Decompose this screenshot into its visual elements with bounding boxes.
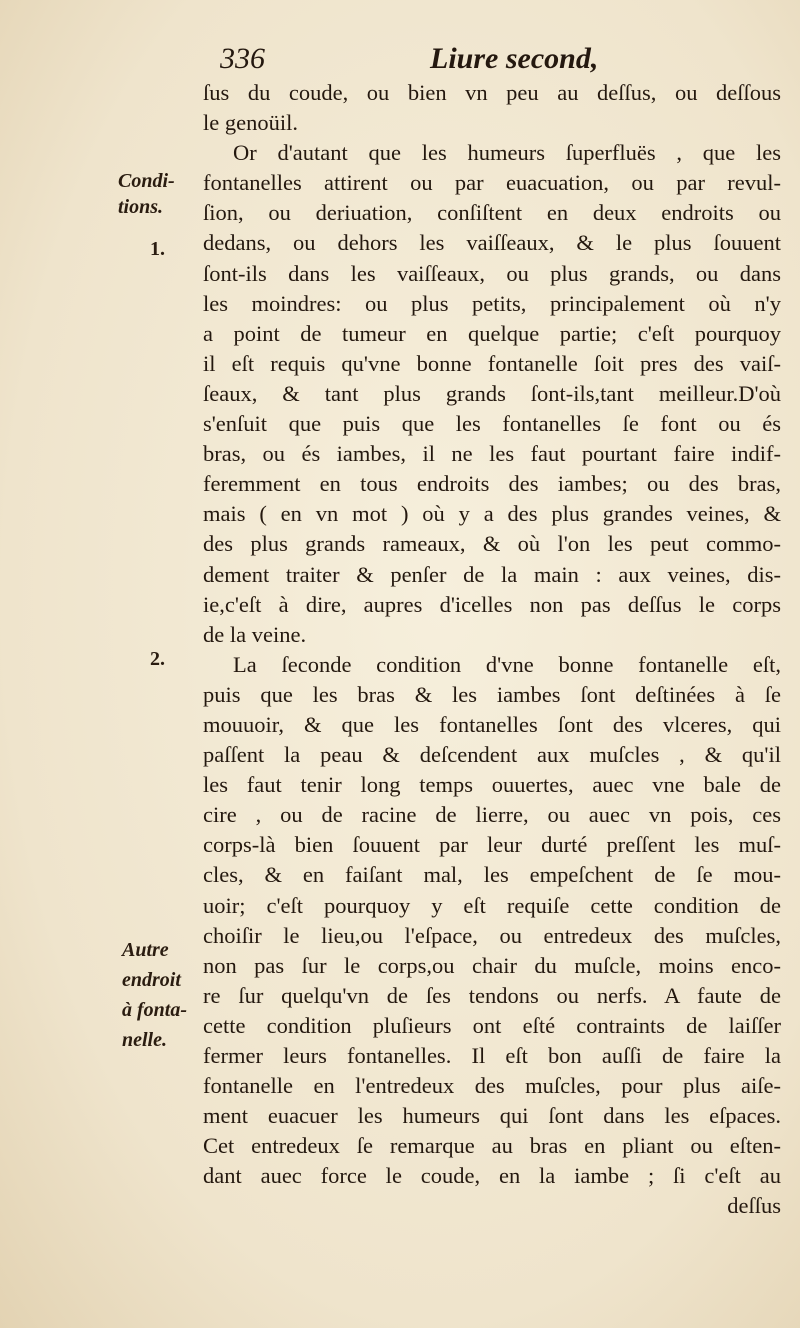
text-line: cette condition pluſieurs ont eſté contraints de laiſſer	[203, 1012, 781, 1038]
text-line: ſont-ils dans les vaiſſeaux, ou plus grands, ou dans	[203, 260, 781, 286]
page-number: 336	[220, 42, 265, 75]
text-line: dant auec force le coude, en la iambe ; ſi c'eſt au	[203, 1163, 781, 1189]
text-line: bras, ou és iambes, il ne les faut pourtant faire indif-	[203, 441, 781, 467]
text-line: fontanelle en l'entredeux des muſcles, pour plus aiſe-	[203, 1073, 781, 1099]
margin-note-conditions	[118, 168, 175, 220]
text-line: paſſent la peau & deſcendent aux muſcles , & qu'il	[203, 742, 781, 768]
text-line: ſion, ou deriuation, conſiſtent en deux endroits ou	[203, 200, 781, 226]
margin-note-line: Condi-	[118, 170, 175, 192]
text-line: puis que les bras & les iambes ſont deſtinées à ſe	[203, 681, 781, 707]
text-line: mouuoir, & que les fontanelles ſont des vlceres, qui	[203, 711, 781, 737]
text-line: uoir; c'eſt pourquoy y eſt requiſe cette condition de	[203, 892, 781, 918]
text-line: ie,c'eſt à dire, aupres d'icelles non pas deſſus le corps	[203, 591, 781, 617]
text-line: les moindres: ou plus petits, principalement où n'y	[203, 290, 781, 316]
text-line: des plus grands rameaux, & où l'on les peut commo-	[203, 531, 781, 557]
text-line: ment euacuer les humeurs qui ſont dans les eſpaces.	[203, 1103, 781, 1129]
margin-note-autre-endroit	[122, 935, 187, 1055]
margin-note-line: tions.	[118, 196, 164, 218]
text-line: dement traiter & penſer de la main : aux veines, dis-	[203, 561, 781, 587]
catchword: deſſus	[727, 1193, 781, 1219]
margin-note-line: nelle.	[122, 1029, 167, 1051]
margin-note-line: endroit	[122, 969, 181, 991]
text-line: Or d'autant que les humeurs ſuperfluës , que les	[233, 140, 781, 166]
text-line: fontanelles attirent ou par euacuation, ou par revul-	[203, 170, 781, 196]
text-line: les faut tenir long temps ouuertes, auec vne bale de	[203, 772, 781, 798]
margin-number-1: 1.	[150, 238, 165, 260]
text-line: feremment en tous endroits des iambes; ou des bras,	[203, 471, 781, 497]
body-text	[203, 78, 781, 1222]
text-line: cles, & en faiſant mal, les empeſchent de ſe mou-	[203, 862, 781, 888]
margin-note-line: Autre	[122, 939, 169, 961]
text-line: le genoüil.	[203, 110, 298, 136]
text-line: choiſir le lieu,ou l'eſpace, ou entredeux des muſcles,	[203, 922, 781, 948]
text-line: ſus du coude, ou bien vn peu au deſſus, ou deſſous	[203, 80, 781, 105]
text-line: Cet entredeux ſe remarque au bras en pliant ou eſten-	[203, 1133, 781, 1159]
text-line: La ſeconde condition d'vne bonne fontanelle eſt,	[233, 651, 781, 677]
text-line: de la veine.	[203, 621, 307, 647]
text-line: cire , ou de racine de lierre, ou auec vn pois, ces	[203, 802, 781, 828]
text-line: a point de tumeur en quelque partie; c'eſt pourquoy	[203, 320, 781, 346]
running-title: Liure second,	[430, 42, 599, 75]
text-line: corps-là bien ſouuent par leur durté preſſent les muſ-	[203, 832, 781, 858]
text-line: re ſur quelqu'vn de ſes tendons ou nerfs. A faute de	[203, 982, 781, 1008]
text-line: ſeaux, & tant plus grands ſont-ils,tant meilleur.D'où	[203, 380, 781, 406]
text-line: fermer leurs fontanelles. Il eſt bon auſſi de faire la	[203, 1043, 781, 1068]
text-line: s'enſuit que puis que les fontanelles ſe font ou és	[203, 411, 781, 437]
text-line: dedans, ou dehors les vaiſſeaux, & le plus ſouuent	[203, 230, 781, 256]
text-line: non pas ſur le corps,ou chair du muſcle, moins enco-	[203, 952, 781, 978]
text-line: mais ( en vn mot ) où y a des plus grandes veines, &	[203, 501, 781, 527]
text-line: il eſt requis qu'vne bonne fontanelle ſoit pres des vaiſ-	[203, 350, 781, 376]
margin-note-line: à fonta-	[122, 999, 187, 1021]
margin-number-2: 2.	[150, 648, 165, 670]
